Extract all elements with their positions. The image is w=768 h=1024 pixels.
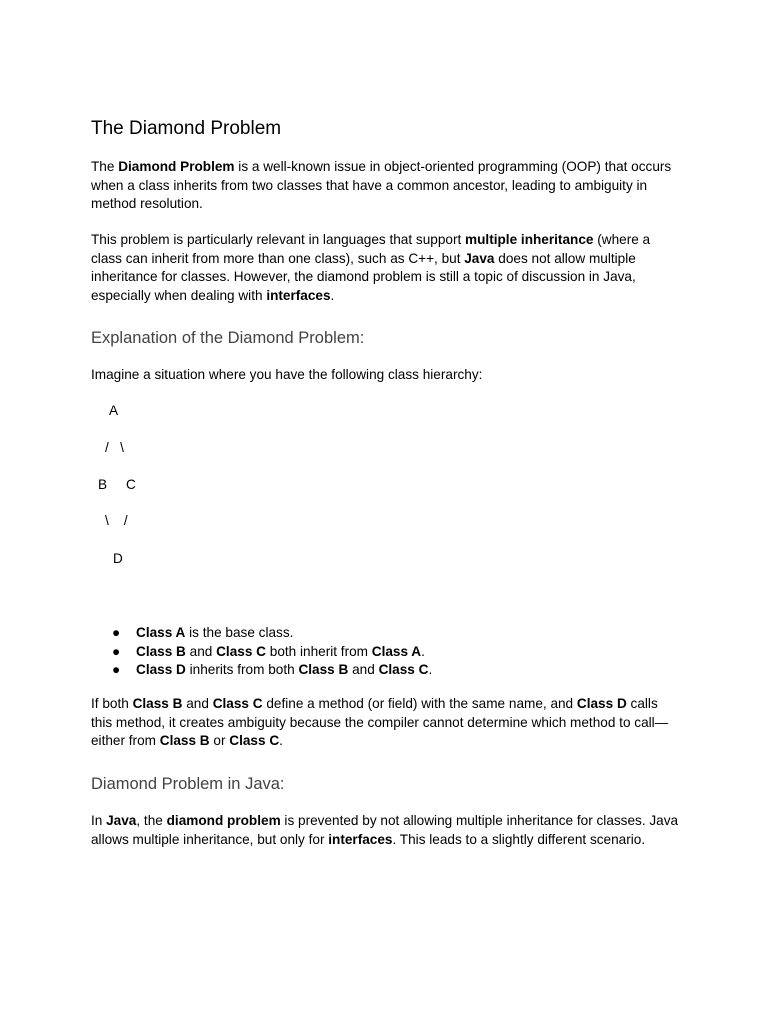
list-item-text: . [428, 662, 433, 678]
list-item-text: . [421, 643, 425, 659]
java-bold-interfaces: interfaces [328, 831, 393, 847]
list-item-text: is the base class. [185, 625, 294, 640]
list-item [91, 643, 681, 662]
diagram-line-class-a: A [109, 403, 119, 418]
intro-paragraph [91, 158, 681, 214]
list-item-text: and [348, 662, 379, 678]
relevance-text-3: does not allow multiple inheritance for classes. However, the diamond problem is still a topic of discussion in Java, especially when dealing with [91, 250, 636, 303]
list-item-bold: Class C [216, 643, 266, 659]
ambiguity-bold-class-b: Class B [132, 696, 183, 711]
diagram-line-class-b-c: B C [98, 477, 136, 492]
relevance-text-2: (where a class can inherit from more than one class), such as C++, but [91, 232, 651, 266]
class-role-list [91, 624, 681, 680]
list-item-bold: Class A [136, 625, 186, 640]
ambiguity-bold-class-d: Class D [576, 696, 627, 711]
ambiguity-bold-class-c: Class C [212, 696, 263, 711]
section-heading-java: Diamond Problem in Java: [91, 775, 285, 793]
intro-text-1: The [91, 159, 119, 174]
bullet-marker: ● [112, 643, 121, 659]
ambiguity-bold-class-c: Class C [229, 733, 280, 749]
java-text-3: is prevented by not allowing multiple inheritance for classes. Java allows multiple inheritance, but only for [91, 813, 679, 847]
diagram-line-branch-down: / \ [105, 440, 124, 455]
relevance-bold-java: Java [464, 250, 495, 266]
java-bold-java: Java [106, 813, 137, 828]
ambiguity-text-3: define a method (or field) with the same name, and [262, 696, 577, 711]
ambiguity-text-2: and [182, 696, 213, 711]
list-item-text: and [185, 643, 217, 659]
bullet-marker: ● [112, 625, 121, 640]
list-item-bold: Class A [371, 643, 422, 659]
relevance-text-4: . [330, 287, 335, 303]
list-item-bold: Class B [298, 662, 349, 678]
diagram-line-class-d: D [113, 551, 123, 566]
list-item [91, 624, 681, 643]
list-item-bold: Class C [378, 662, 429, 678]
java-bold-diamond-problem: diamond problem [166, 813, 281, 828]
java-text-2: , the [136, 813, 167, 828]
bullet-marker: ● [112, 662, 121, 678]
java-text-1: In [91, 813, 107, 828]
relevance-bold-interfaces: interfaces [266, 287, 331, 303]
relevance-text-1: This problem is particularly relevant in languages that support [91, 232, 466, 247]
intro-text-2: is a well-known issue in object-oriented programming (OOP) that occurs when a class inherits from two classes that have a common ancestor, leading to ambiguity in method resolution. [91, 159, 672, 212]
java-paragraph [91, 812, 681, 849]
ambiguity-bold-class-b: Class B [159, 733, 210, 749]
diagram-line-branch-join: \ / [105, 513, 128, 528]
intro-bold-diamond-problem: Diamond Problem [118, 159, 235, 174]
ambiguity-text-4: calls this method, it creates ambiguity because the compiler cannot determine which method to call—either from [91, 696, 669, 749]
ambiguity-text-5: or [209, 733, 230, 749]
relevance-paragraph [91, 231, 681, 305]
hierarchy-intro-paragraph: Imagine a situation where you have the following class hierarchy: [91, 367, 483, 382]
list-item [91, 661, 681, 680]
java-text-4: . This leads to a slightly different scenario. [392, 831, 646, 847]
ambiguity-text-1: If both [91, 696, 133, 711]
list-item-text: both inherit from [265, 643, 372, 659]
ambiguity-text-6: . [279, 733, 283, 749]
list-item-bold: Class B [136, 643, 186, 659]
list-item-text: inherits from both [185, 662, 299, 678]
document-title: The Diamond Problem [91, 118, 282, 139]
ambiguity-paragraph [91, 695, 681, 751]
relevance-bold-multiple-inheritance: multiple inheritance [465, 232, 594, 247]
section-heading-explanation: Explanation of the Diamond Problem: [91, 329, 365, 347]
list-item-bold: Class D [136, 662, 186, 678]
